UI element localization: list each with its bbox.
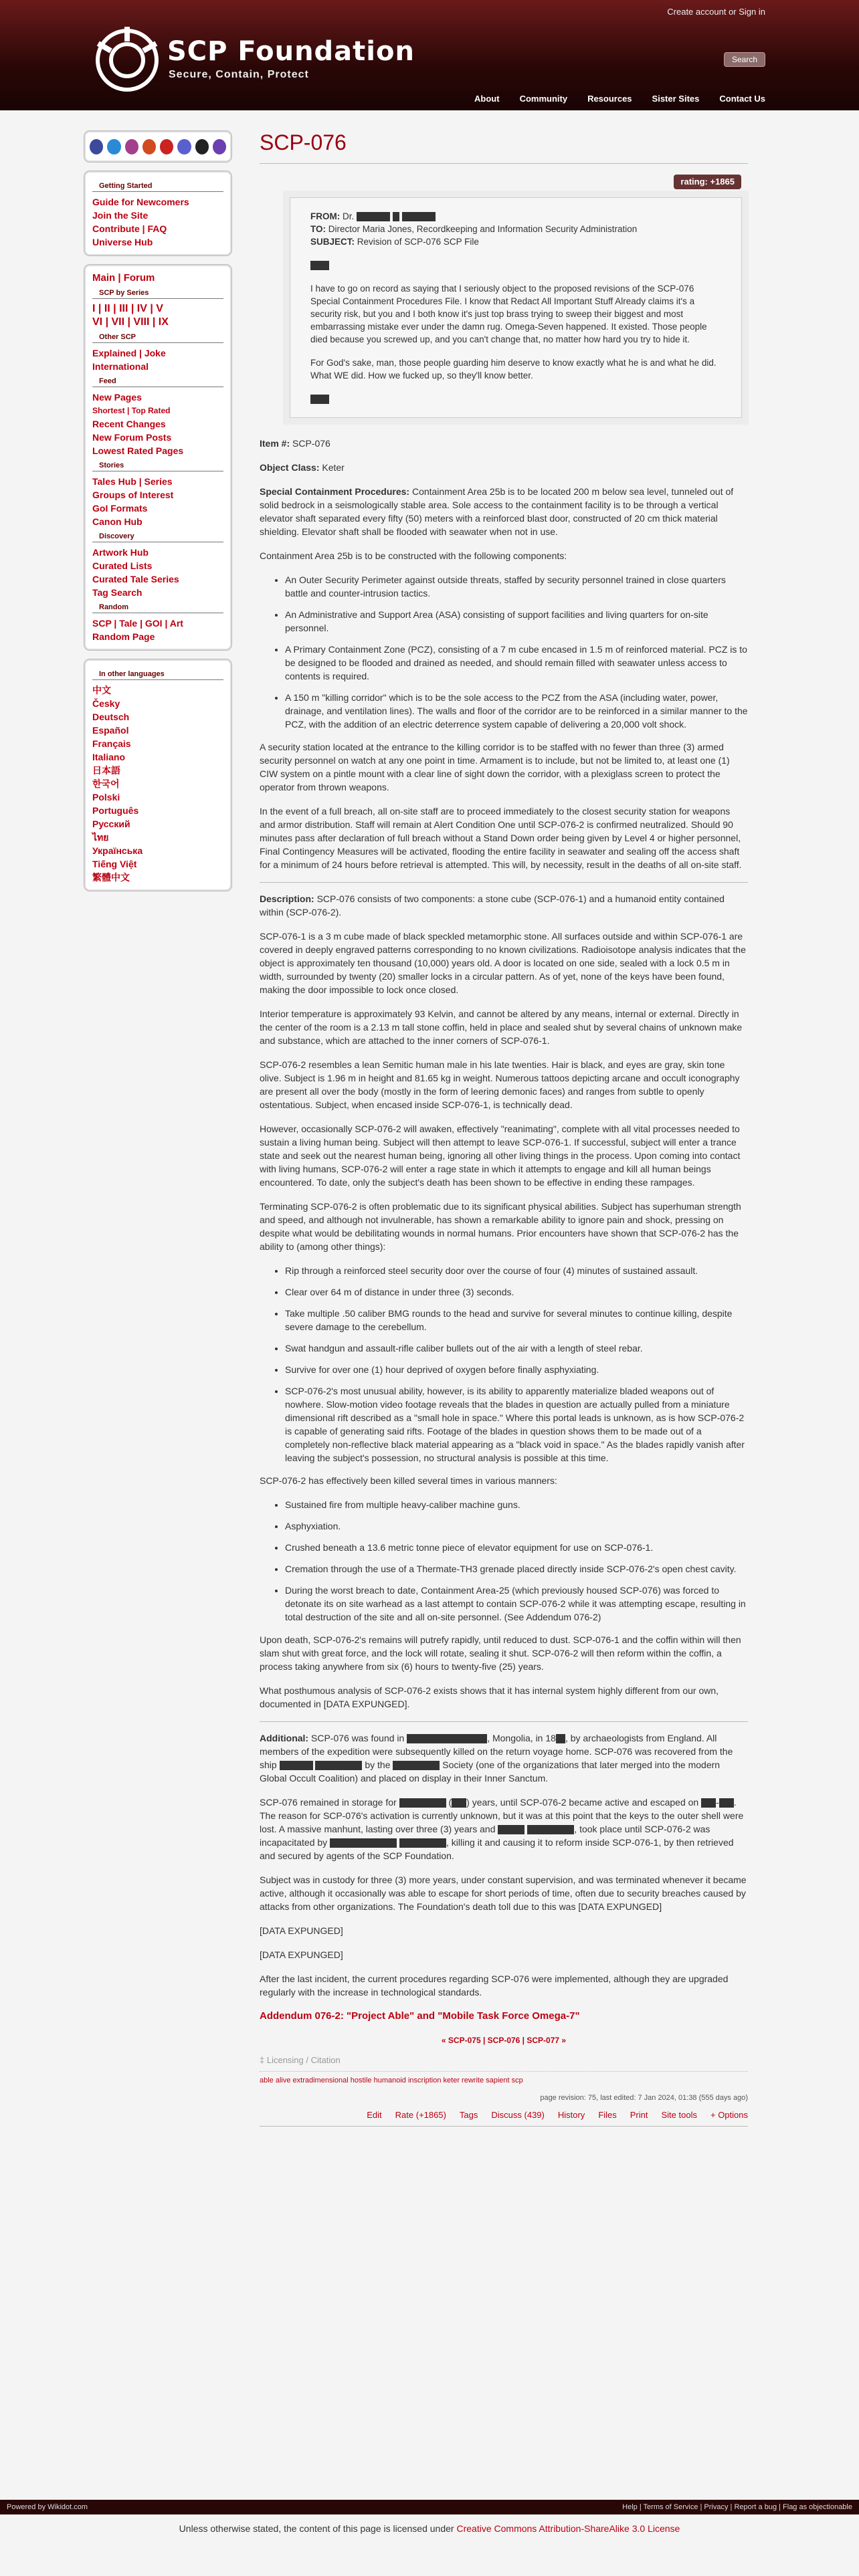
language-link[interactable]: Українська — [92, 845, 143, 856]
list-item: • An Administrative and Support Area (ASA) consisting of support facilities and living quarters for on-site personnel. — [285, 608, 748, 635]
redaction — [310, 261, 329, 270]
paragraph: [DATA EXPUNGED] — [260, 1925, 343, 1936]
text-span: SCP-076 remained in storage for — [260, 1797, 397, 1808]
account-links — [667, 7, 765, 17]
rate-button[interactable]: Rate (+1865) — [395, 2110, 446, 2120]
text-span: SCP-076 was found in — [311, 1733, 405, 1743]
search-button[interactable]: Search — [724, 52, 765, 67]
sidebar-link[interactable]: New Forum Posts — [92, 432, 172, 443]
paragraph: In the event of a full breach, all on-site staff are to proceed immediately to the closest security station for weapons and armor distribution. Staff will remain at Alert Condition One until SCP-076-2 is confirmed neutralized. Should 90 minutes pass after declaration of full breach without a Stand Down order being given by Level 4 or higher personnel, Final Contingency Measures will be activated, flooding the entire facility in seawater and sealing off the access shaft for a minimum of 24 hours before retrieval is attempted. This will, by necessity, result in the deaths of all on-site staff. — [260, 806, 742, 870]
redaction — [393, 212, 399, 221]
paragraph: However, occasionally SCP-076-2 will awaken, effectively "reanimating", complete with all vital processes needed to sustain a living human being. Subject will then attempt to leave SCP-076-1. If successful, subject will enter a trance state and seek out the nearest human being, ignoring all other living things in the process. Upon coming into contact with living humans, SCP-076-2 will enter a rage state in which it attempts to engage and kill all human beings encountered. To date, only the subject's death has been shown to be effective in ending these rampages. — [260, 1123, 741, 1188]
site-slogan: Secure, Contain, Protect — [169, 69, 309, 80]
sidebar-link[interactable]: Artwork Hub — [92, 547, 149, 558]
twitter-icon[interactable] — [107, 139, 120, 154]
abilities-list — [285, 1264, 748, 1465]
scp-text: Containment Area 25b is to be located 200 m below sea level, tunneled out of solid bedrock in a seismologically stable area. Sole access to the containment facility is to be through a vertical elevator shaft separated every fifty (50) meters with a reinforced blast door, constructed of 20 cm thick material shielding. Elevator shaft shall be flooded with seawater when not in use. — [260, 486, 734, 537]
license-notice — [0, 2523, 859, 2534]
sidebar-link[interactable]: Recent Changes — [92, 419, 166, 429]
section-heading: Random — [92, 603, 223, 613]
sidebar-link[interactable]: Explained | Joke — [92, 348, 166, 358]
list-item: • Take multiple .50 caliber BMG rounds to the head and survive for several minutes to continue killing, despite severe damage to the cerebellum. — [285, 1307, 748, 1333]
site-tools-button[interactable]: Site tools — [661, 2110, 697, 2120]
licensing-toggle[interactable]: ‡ Licensing / Citation — [260, 2054, 748, 2072]
nav-community[interactable]: Community — [519, 94, 568, 104]
components-list — [285, 573, 748, 731]
create-account-link[interactable]: Create account — [667, 7, 727, 17]
discord-icon[interactable] — [177, 139, 191, 154]
redaction — [330, 1838, 397, 1848]
memo-subject-value: Revision of SCP-076 SCP File — [357, 237, 479, 247]
list-item: • Rip through a reinforced steel security door over the course of four (4) minutes of sustained assault. — [285, 1264, 748, 1277]
tiktok-icon[interactable] — [195, 139, 209, 154]
facebook-icon[interactable] — [90, 139, 103, 154]
redaction — [357, 212, 390, 221]
paragraph: What posthumous analysis of SCP-076-2 exists shows that it has internal system highly different from our own, documented in [DATA EXPUNGED]. — [260, 1685, 719, 1709]
memo-from-value: Dr. — [343, 211, 355, 221]
sidebar-link[interactable]: Join the Site — [92, 210, 149, 221]
page-options-bar — [260, 2109, 748, 2127]
paragraph: After the last incident, the current procedures regarding SCP-076 were implemented, although they are upgraded regularly with the increase in technological standards. — [260, 1973, 729, 1998]
section-heading: Getting Started — [92, 182, 223, 192]
redaction — [701, 1798, 716, 1808]
text-span: Society (one of the organizations that later merged into the modern Global Occult Coalition) and placed on display in their Inner Sanctum. — [260, 1759, 721, 1784]
sidebar-link[interactable]: Curated Lists — [92, 560, 153, 571]
sidebar-link[interactable]: SCP | Tale | GOI | Art — [92, 618, 183, 629]
redaction — [315, 1761, 362, 1770]
nav-about[interactable]: About — [474, 94, 500, 104]
item-label: Item #: — [260, 438, 290, 449]
redaction — [402, 212, 436, 221]
language-link[interactable]: 中文 — [92, 685, 111, 695]
options-button[interactable]: + Options — [710, 2110, 748, 2120]
language-link[interactable]: Polski — [92, 792, 120, 802]
section-heading: Other SCP — [92, 333, 223, 343]
history-button[interactable]: History — [557, 2110, 585, 2120]
sidebar-link[interactable]: I | II | III | IV | V — [92, 303, 163, 314]
class-label: Object Class: — [260, 462, 320, 473]
sidebar-link[interactable]: Lowest Rated Pages — [92, 445, 184, 456]
section-heading: Stories — [92, 461, 223, 471]
paragraph: SCP-076 remained in storage for ( ) years, until SCP-076-2 became active and escaped on - . The reason for SCP-076's activation is currently unknown, but it was at this point that the keys to the outer shell were lost. A massive manhunt, lasting over three (3) years and , took place until SCP-076-2 was incapacitated by , killing it and causing it to reform inside SCP-076-1, by then retrieved and secured by agents of the SCP Foundation. — [260, 1797, 744, 1861]
nav-resources[interactable]: Resources — [587, 94, 632, 104]
memo-paragraph: For God's sake, man, those people guarding him deserve to know exactly what he is and what he did. What WE did. How we fucked up, so they'll know better. — [310, 358, 717, 381]
class-value: Keter — [322, 462, 345, 473]
sidebar-link[interactable]: Random Page — [92, 631, 155, 642]
language-link[interactable]: 한국어 — [92, 778, 120, 789]
sidebar-link[interactable]: Tales Hub | Series — [92, 476, 173, 487]
licensing-label: Licensing / Citation — [266, 2055, 341, 2065]
text-span: , by archaeologists from England. All members of the expedition were subsequently killed on the return voyage home. SCP-076 was recovered from the ship — [260, 1733, 733, 1770]
paragraph — [260, 1731, 748, 1785]
redaction — [407, 1734, 487, 1743]
redaction — [310, 395, 329, 404]
sidebar-link[interactable]: International — [92, 361, 149, 372]
list-item: • An Outer Security Perimeter against outside threats, staffed by security personnel trained in close quarters battle and counter-intrusion tactics. — [285, 573, 748, 600]
or-text: or — [729, 7, 737, 17]
sidebar — [84, 130, 232, 899]
section-heading: In other languages — [92, 670, 223, 680]
text-span: . The reason for SCP-076's activation is currently unknown, but it was at this point that the keys to the outer shell were lost. A massive manhunt, lasting over three (3) years and — [260, 1797, 744, 1834]
language-link[interactable]: Français — [92, 738, 131, 749]
language-link[interactable]: Italiano — [92, 752, 126, 762]
series-nav[interactable]: « SCP-075 | SCP-076 | SCP-077 » — [441, 2036, 567, 2045]
sidebar-link[interactable]: Contribute | FAQ — [92, 223, 167, 234]
top-nav — [474, 94, 765, 104]
redaction — [393, 1761, 440, 1770]
text-span: , took place until SCP-076-2 was incapacitated by — [260, 1824, 710, 1848]
sidebar-link[interactable]: Shortest | Top Rated — [92, 406, 171, 415]
sidebar-link[interactable]: Groups of Interest — [92, 490, 174, 500]
paragraph: [DATA EXPUNGED] — [260, 1949, 343, 1960]
redaction — [498, 1825, 524, 1834]
language-link[interactable]: 日本語 — [92, 765, 120, 776]
scp-label: Special Containment Procedures: — [260, 486, 410, 497]
sidebar-link[interactable]: GoI Formats — [92, 503, 148, 514]
site-name[interactable]: SCP Foundation — [167, 36, 415, 67]
paragraph: Subject was in custody for three (3) more years, under constant supervision, and was terminated whenever it became active, although it occasionally was able to escape for short periods of time, often due to security breaches caused by attacks from other organizations. The Foundation's death toll due to this was [DATA EXPUNGED] — [260, 1874, 747, 1912]
footer-links[interactable]: Help | Terms of Service | Privacy | Report a bug | Flag as objectionable — [622, 2503, 852, 2511]
list-item: • Survive for over one (1) hour deprived of oxygen before finally asphyxiating. — [285, 1363, 748, 1376]
list-item: • A Primary Containment Zone (PCZ), consisting of a 7 m cube encased in 1.5 m of reinforced material. PCZ is to be designed to be flooded and drained as needed, and should remain filled with seawater unless access to contents is required. — [285, 643, 748, 683]
paragraph: SCP-076-1 is a 3 m cube made of black speckled metamorphic stone. All surfaces outside and within SCP-076-1 are covered in deeply engraved patterns corresponding to no known civilizations. Radioisotope analysis indicates that the object is approximately ten thousand (10,000) years old. A door is located on one side, sealed with a lock 0.5 m in width, surrounded by twenty (20) smaller locks in a circular pattern. As of yet, none of the keys have been found, making the door impossible to lock once closed. — [260, 931, 746, 995]
sidebar-link[interactable]: VI | VII | VIII | IX — [92, 316, 169, 328]
language-link[interactable]: 繁體中文 — [92, 872, 130, 883]
nav-contact[interactable]: Contact Us — [719, 94, 765, 104]
language-link[interactable]: ไทย — [92, 832, 109, 843]
language-link[interactable]: Deutsch — [92, 712, 130, 722]
list-item: • Crushed beneath a 13.6 metric tonne piece of elevator equipment for use on SCP-076-1. — [285, 1541, 748, 1554]
redaction — [719, 1798, 734, 1808]
memo-to-value: Director Maria Jones, Recordkeeping and Information Security Administration — [328, 224, 638, 234]
description-label: Description: — [260, 893, 314, 904]
list-item: • During the worst breach to date, Containment Area-25 (which previously housed SCP-076) was forced to detonate its on site warhead as a last attempt to contain SCP-076-2 while it was attempting escape, resulting in total destruction of the site and all on-site personnel. (See Addendum 076-2) — [285, 1584, 748, 1624]
list-item: • Cremation through the use of a Thermate-TH3 grenade placed directly inside SCP-076-2's open chest cavity. — [285, 1562, 748, 1576]
reddit-icon[interactable] — [142, 139, 156, 154]
list-item: • Sustained fire from multiple heavy-caliber machine guns. — [285, 1498, 748, 1511]
text-span: by the — [365, 1759, 391, 1770]
rating-widget[interactable]: rating: +1865 — [674, 175, 741, 189]
description-text: SCP-076 consists of two components: a stone cube (SCP-076-1) and a humanoid entity contained within (SCP-076-2). — [260, 893, 725, 918]
list-item: • Asphyxiation. — [285, 1519, 748, 1533]
license-prefix: Unless otherwise stated, the content of this page is licensed under — [179, 2523, 454, 2534]
paragraph: Containment Area 25b is to be constructed with the following components: — [260, 550, 567, 561]
sidebar-link[interactable]: Canon Hub — [92, 516, 142, 527]
divider — [260, 882, 748, 883]
additional-label: Additional: — [260, 1733, 309, 1743]
redaction — [556, 1734, 565, 1743]
list-item: • SCP-076-2's most unusual ability, however, is its ability to apparently materialize bladed weapons out of nowhere. Slow-motion video footage reveals that the blades in question are actually pulled from a miniature dimensional rift described as a "small hole in space." Where this portal leads is unknown, as is how SCP-076-2 is capable of generating said rifts. Footage of the blades in question shows them to be made out of a completely non-reflective black material appearing as a "black void in space." As the blades rapidly vanish after leaving the subject's possession, no structural analysis is possible at this time. — [285, 1384, 748, 1465]
sidebar-link[interactable]: Universe Hub — [92, 237, 153, 247]
language-link[interactable]: Español — [92, 725, 129, 736]
page-title: SCP-076 — [260, 130, 748, 164]
memo-block — [290, 197, 742, 418]
print-button[interactable]: Print — [630, 2110, 648, 2120]
divider — [260, 1721, 748, 1722]
tags-button[interactable]: Tags — [459, 2110, 478, 2120]
paragraph: Upon death, SCP-076-2's remains will putrefy rapidly, until reduced to dust. SCP-076-1 and the coffin within will then slam shut with great force, and the lock will rotate, sealing it shut. SCP-076-2 will then reform within the coffin, a process taking anywhere from six (6) hours to twenty-five (25) years. — [260, 1634, 741, 1672]
language-link[interactable]: Português — [92, 805, 139, 816]
paragraph: SCP-076-2 resembles a lean Semitic human male in his late twenties. Hair is black, and eyes are gray, skin tone olive. Subject is 1.96 m in height and 81.65 kg in weight. Numerous tattoos depicting arcane and occult iconography are present all over the body (mostly in the form of leering demonic faces) and ranges from subtle to openly ostentatious. Subject, when encased inside SCP-076-1, is technically dead. — [260, 1059, 740, 1110]
redaction — [399, 1798, 446, 1808]
paragraph: Terminating SCP-076-2 is often problematic due to its significant physical abilities. Subject has superhuman strength and speed, and although not invulnerable, has shown a remarkable ability to ignore pain and shock, pressing on despite what would be debilitating wounds in normal humans. Prior encounters have shown that SCP-076-2 has the ability to (among other things): — [260, 1201, 741, 1252]
kills-list — [285, 1498, 748, 1624]
sign-in-link[interactable]: Sign in — [739, 7, 765, 17]
memo-subject-label: SUBJECT: — [310, 237, 355, 247]
getting-started-box — [84, 171, 232, 256]
sidebar-link[interactable]: Guide for Newcomers — [92, 197, 189, 207]
memo-paragraph: I have to go on record as saying that I seriously object to the proposed revisions of the SCP-076 Special Containment Procedures File. I know that Redact All Important Stuff Already claims it's a security risk, but you and I both know it's just top brass trying to sweep their biggest and most embarrassing mistake ever under the damn rug. Omega-Seven happened. It existed. Those people died because you screwed up, and you can't change that, no matter how hard you try to hide it. — [310, 284, 707, 344]
social-icons — [84, 130, 232, 163]
list-item: • A 150 m "killing corridor" which is to be the sole access to the PCZ from the ASA (including water, power, drainage, and ventilation lines). The walls and floor of the corridor are to be reinforced in a similar manner to the PCZ, with the addition of an electric deterrence system capable of delivering a 20,000 volt shock. — [285, 691, 748, 731]
language-link[interactable]: Tiếng Việt — [92, 859, 137, 869]
redaction — [452, 1798, 466, 1808]
redaction — [527, 1825, 574, 1834]
youtube-icon[interactable] — [160, 139, 173, 154]
sidebar-link[interactable]: Main | Forum — [92, 272, 155, 284]
section-heading: Discovery — [92, 532, 223, 542]
paragraph: SCP-076-2 has effectively been killed several times in various manners: — [260, 1475, 557, 1486]
discuss-button[interactable]: Discuss (439) — [491, 2110, 545, 2120]
article-body — [260, 437, 748, 2127]
redaction — [399, 1838, 446, 1848]
sidebar-link[interactable]: Tag Search — [92, 587, 142, 598]
text-span: , Mongolia, in 18 — [487, 1733, 556, 1743]
edit-button[interactable]: Edit — [367, 2110, 382, 2120]
addendum-link[interactable]: Addendum 076-2: "Project Able" and "Mobile Task Force Omega-7" — [260, 2010, 580, 2022]
powered-by-link[interactable]: Powered by Wikidot.com — [7, 2503, 88, 2511]
section-heading: Feed — [92, 377, 223, 387]
twitch-icon[interactable] — [213, 139, 226, 154]
instagram-icon[interactable] — [125, 139, 138, 154]
item-value: SCP-076 — [292, 438, 330, 449]
list-item: • Swat handgun and assault-rifle caliber bullets out of the air with a length of steel rebar. — [285, 1341, 748, 1355]
paragraph: A security station located at the entrance to the killing corridor is to be staffed with no fewer than three (3) armed security personnel on watch at any one point in time. Armament is to include, but not be limited to, at least one (1) CIW system on a pintle mount with a clear line of sight down the corridor, with a plexiglass screen to protect the operator from thrown weapons. — [260, 742, 730, 792]
tag-list[interactable]: able alive extradimensional hostile humanoid inscription keter rewrite sapient scp — [260, 2076, 523, 2084]
files-button[interactable]: Files — [598, 2110, 617, 2120]
page-revision: page revision: 75, last edited: 7 Jan 2024, 01:38 (555 days ago) — [540, 2094, 748, 2102]
language-link[interactable]: Русский — [92, 819, 130, 829]
memo-to-label: TO: — [310, 224, 326, 234]
license-link[interactable]: Creative Commons Attribution-ShareAlike 3.0 License — [456, 2523, 680, 2534]
language-link[interactable]: Česky — [92, 698, 120, 709]
main-content — [260, 130, 748, 2127]
section-heading: SCP by Series — [92, 289, 223, 299]
list-item: • Clear over 64 m of distance in under three (3) seconds. — [285, 1285, 748, 1299]
memo-from-label: FROM: — [310, 211, 341, 221]
main-nav-box — [84, 264, 232, 651]
site-header — [0, 0, 859, 110]
redaction — [280, 1761, 313, 1770]
paragraph: Interior temperature is approximately 93 Kelvin, and cannot be altered by any means, internal or external. Directly in the center of the room is a 2.13 m tall stone coffin, held in place and sealed shut by several chains of unknown make and substance, which are attached to the inner corners of SCP-076-1. — [260, 1008, 743, 1046]
text-span: years, until SCP-076-2 became active and escaped on — [472, 1797, 699, 1808]
text-span: , killing it and causing it to reform inside SCP-076-1, by then retrieved and secured by agents of the SCP Foundation. — [260, 1837, 734, 1861]
sidebar-link[interactable]: Curated Tale Series — [92, 574, 179, 584]
sidebar-link[interactable]: New Pages — [92, 392, 142, 403]
scp-logo-icon — [94, 27, 161, 94]
languages-box — [84, 659, 232, 891]
wikidot-footer-bar — [0, 2500, 859, 2514]
nav-sister-sites[interactable]: Sister Sites — [652, 94, 700, 104]
